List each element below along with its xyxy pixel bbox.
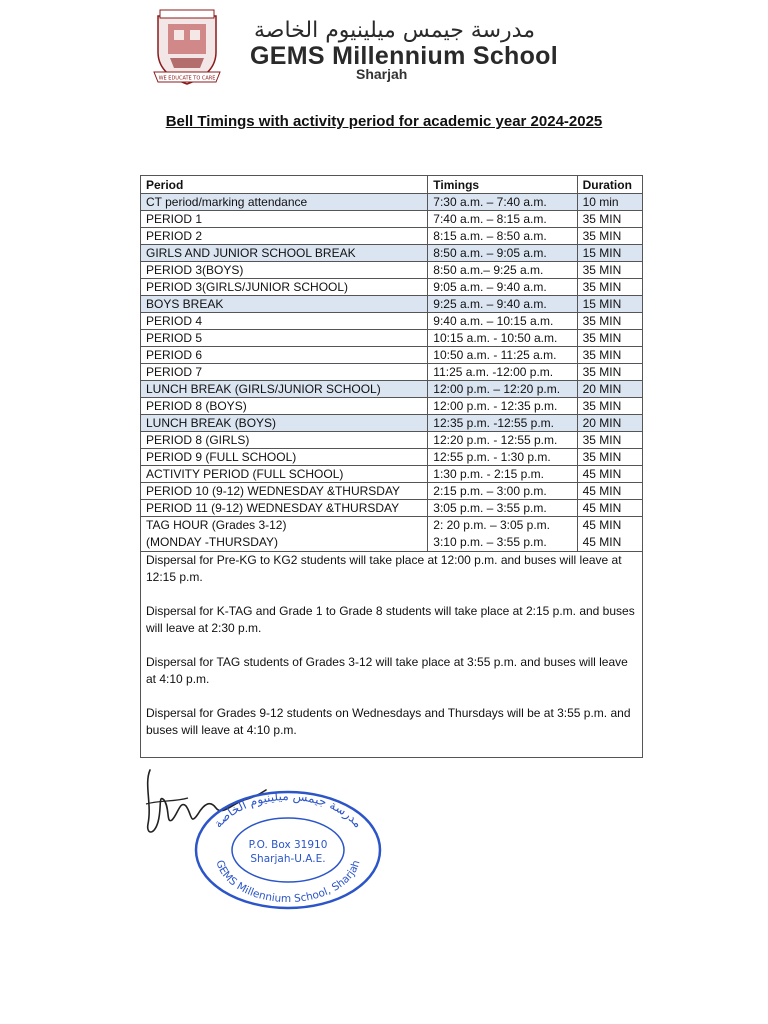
school-city: Sharjah	[356, 66, 408, 82]
duration-cell: 10 min	[577, 194, 642, 211]
table-row	[141, 347, 643, 364]
period-cell: ACTIVITY PERIOD (FULL SCHOOL)	[141, 466, 428, 483]
timing-cell: 3:05 p.m. – 3:55 p.m.	[428, 500, 577, 517]
duration-cell: 35 MIN	[577, 279, 642, 296]
duration-cell: 45 MIN	[577, 500, 642, 517]
duration-cell: 35 MIN	[577, 313, 642, 330]
period-cell: PERIOD 4	[141, 313, 428, 330]
timing-cell: 11:25 a.m. -12:00 p.m.	[428, 364, 577, 381]
duration-cell: 35 MIN	[577, 432, 642, 449]
school-header	[146, 6, 666, 86]
timing-cell: 12:00 p.m. - 12:35 p.m.	[428, 398, 577, 415]
duration-cell: 20 MIN	[577, 381, 642, 398]
duration-cell: 35 MIN	[577, 347, 642, 364]
tag-period-line2: (MONDAY -THURSDAY)	[146, 535, 278, 549]
school-name-arabic: مدرسة جيمس ميلينيوم الخاصة	[254, 18, 535, 43]
period-cell: BOYS BREAK	[141, 296, 428, 313]
table-row	[141, 415, 643, 432]
table-row	[141, 432, 643, 449]
header-timings: Timings	[428, 176, 577, 194]
table-row	[141, 466, 643, 483]
header-period: Period	[141, 176, 428, 194]
tag-timing-line2: 3:10 p.m. – 3:55 p.m.	[433, 535, 547, 549]
timing-cell: 7:30 a.m. – 7:40 a.m.	[428, 194, 577, 211]
bell-timings-table	[140, 175, 643, 758]
table-row	[141, 228, 643, 245]
duration-cell: 35 MIN	[577, 398, 642, 415]
duration-cell: 45 MIN	[577, 466, 642, 483]
tag-duration-cell	[577, 517, 642, 552]
duration-cell: 20 MIN	[577, 415, 642, 432]
duration-cell: 15 MIN	[577, 245, 642, 262]
duration-cell: 35 MIN	[577, 211, 642, 228]
period-cell: CT period/marking attendance	[141, 194, 428, 211]
stamp-po-box: P.O. Box 31910	[248, 839, 328, 851]
timing-cell: 1:30 p.m. - 2:15 p.m.	[428, 466, 577, 483]
period-cell: LUNCH BREAK (GIRLS/JUNIOR SCHOOL)	[141, 381, 428, 398]
table-row	[141, 211, 643, 228]
school-crest-logo	[150, 8, 224, 86]
period-cell: PERIOD 11 (9-12) WEDNESDAY &THURSDAY	[141, 500, 428, 517]
period-cell: GIRLS AND JUNIOR SCHOOL BREAK	[141, 245, 428, 262]
table-row	[141, 296, 643, 313]
period-cell: PERIOD 8 (GIRLS)	[141, 432, 428, 449]
period-cell: PERIOD 3(GIRLS/JUNIOR SCHOOL)	[141, 279, 428, 296]
timing-cell: 8:15 a.m. – 8:50 a.m.	[428, 228, 577, 245]
table-row	[141, 313, 643, 330]
period-cell: PERIOD 1	[141, 211, 428, 228]
table-row	[141, 398, 643, 415]
dispersal-note: Dispersal for Grades 9-12 students on Wednesdays and Thursdays will be at 3:55 p.m. and buses will leave at 4:10 p.m.	[146, 706, 631, 737]
table-row	[141, 194, 643, 211]
table-body	[141, 194, 643, 758]
period-cell: PERIOD 6	[141, 347, 428, 364]
period-cell: LUNCH BREAK (BOYS)	[141, 415, 428, 432]
school-name: GEMS Millennium School	[250, 42, 559, 70]
table-row	[141, 262, 643, 279]
duration-cell: 35 MIN	[577, 364, 642, 381]
document-title: Bell Timings with activity period for academic year 2024-2025	[165, 113, 603, 130]
tag-hour-row	[141, 517, 643, 552]
timing-cell: 10:50 a.m. - 11:25 a.m.	[428, 347, 577, 364]
timing-cell: 2:15 p.m. – 3:00 p.m.	[428, 483, 577, 500]
svg-text:مدرسة جيمس ميلينيوم الخاصة	[211, 789, 365, 831]
timing-cell: 12:55 p.m. - 1:30 p.m.	[428, 449, 577, 466]
crest-motto: WE EDUCATE TO CARE	[158, 75, 216, 82]
stamp-arabic: مدرسة جيمس ميلينيوم الخاصة	[210, 788, 366, 831]
school-stamp	[190, 786, 386, 914]
stamp-location: Sharjah-U.A.E.	[250, 853, 326, 865]
timing-cell: 12:20 p.m. - 12:55 p.m.	[428, 432, 577, 449]
timing-cell: 9:40 a.m. – 10:15 a.m.	[428, 313, 577, 330]
table-row	[141, 500, 643, 517]
duration-cell: 35 MIN	[577, 449, 642, 466]
timing-cell: 7:40 a.m. – 8:15 a.m.	[428, 211, 577, 228]
dispersal-note: Dispersal for K-TAG and Grade 1 to Grade 8 students will take place at 2:15 p.m. and buses will leave at 2:30 p.m.	[146, 604, 635, 635]
timing-cell: 9:25 a.m. – 9:40 a.m.	[428, 296, 577, 313]
tag-duration-line1: 45 MIN	[582, 518, 622, 532]
tag-period-line1: TAG HOUR (Grades 3-12)	[146, 518, 287, 532]
table-row	[141, 483, 643, 500]
table-row	[141, 449, 643, 466]
duration-cell: 35 MIN	[577, 262, 642, 279]
duration-cell: 35 MIN	[577, 228, 642, 245]
period-cell: PERIOD 8 (BOYS)	[141, 398, 428, 415]
tag-duration-line2: 45 MIN	[582, 535, 622, 549]
timing-cell: 8:50 a.m.– 9:25 a.m.	[428, 262, 577, 279]
dispersal-note: Dispersal for Pre-KG to KG2 students will take place at 12:00 p.m. and buses will leave at 12:15 p.m.	[146, 553, 622, 584]
timing-cell: 10:15 a.m. - 10:50 a.m.	[428, 330, 577, 347]
timing-cell: 8:50 a.m. – 9:05 a.m.	[428, 245, 577, 262]
timing-cell: 12:35 p.m. -12:55 p.m.	[428, 415, 577, 432]
period-cell: PERIOD 3(BOYS)	[141, 262, 428, 279]
tag-timing-cell	[428, 517, 577, 552]
period-cell: PERIOD 10 (9-12) WEDNESDAY &THURSDAY	[141, 483, 428, 500]
period-cell: PERIOD 7	[141, 364, 428, 381]
period-cell: PERIOD 5	[141, 330, 428, 347]
duration-cell: 35 MIN	[577, 330, 642, 347]
dispersal-note: Dispersal for TAG students of Grades 3-12 will take place at 3:55 p.m. and buses will leave at 4:10 p.m.	[146, 655, 628, 686]
period-cell: PERIOD 9 (FULL SCHOOL)	[141, 449, 428, 466]
table-row	[141, 245, 643, 262]
timing-cell: 9:05 a.m. – 9:40 a.m.	[428, 279, 577, 296]
tag-period-cell	[141, 517, 428, 552]
table-row	[141, 330, 643, 347]
period-cell: PERIOD 2	[141, 228, 428, 245]
tag-timing-line1: 2: 20 p.m. – 3:05 p.m.	[433, 518, 551, 532]
duration-cell: 15 MIN	[577, 296, 642, 313]
dispersal-notes	[141, 552, 643, 758]
timing-cell: 12:00 p.m. – 12:20 p.m.	[428, 381, 577, 398]
table-row	[141, 279, 643, 296]
header-duration: Duration	[577, 176, 642, 194]
table-header-row	[141, 176, 643, 194]
dispersal-notes-row	[141, 552, 643, 758]
table-row	[141, 364, 643, 381]
stamp-ring-text: GEMS Millennium School, Sharjah	[213, 858, 363, 906]
table-row	[141, 381, 643, 398]
duration-cell: 45 MIN	[577, 483, 642, 500]
